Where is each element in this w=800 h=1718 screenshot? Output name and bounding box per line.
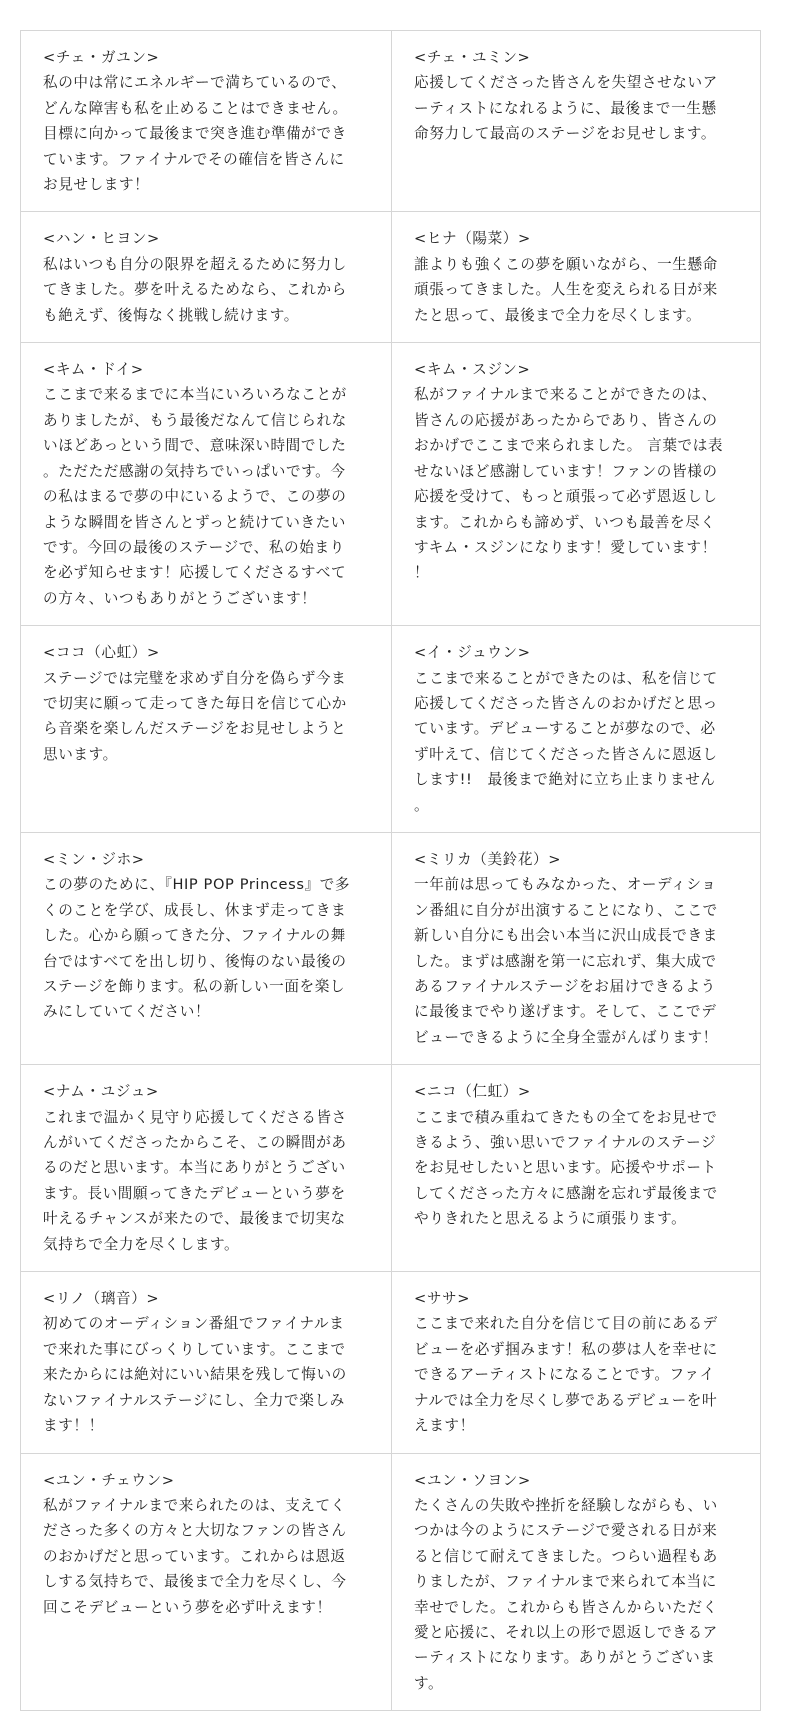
member-name: <ユン・ソヨン> bbox=[414, 1471, 531, 1489]
member-message: ステージでは完璧を求めず自分を偽らず今ま で切実に願って走ってきた毎日を信じて心か ら音楽を楽しんだステージをお見せしようと 思います。 bbox=[43, 669, 347, 763]
member-name: <ナム・ユジュ> bbox=[43, 1083, 159, 1101]
message-cell bbox=[392, 1272, 761, 1453]
table-row bbox=[21, 343, 761, 626]
table-row bbox=[21, 1065, 761, 1272]
message-cell bbox=[21, 212, 392, 343]
member-name: <キム・スジン> bbox=[414, 361, 531, 379]
member-name: <ミリカ（美鈴花）> bbox=[414, 850, 562, 868]
message-cell bbox=[392, 212, 761, 343]
member-name: <リノ（璃音）> bbox=[43, 1290, 160, 1308]
member-message: ここまで来るまでに本当にいろいろなことが ありましたが、もう最後だなんて信じられな いほどあっという間で、意味深い時間でした 。ただただ感謝の気持ちでいっぱいです。今 の私はまるで夢の中にいるようで、この夢の ような瞬間を皆さんとずっと続けていきたい です。今回の最後のステージで、私の始まり を必ず知らせます！応援してくださるすべて の方々、いつもありがとうございます！ bbox=[43, 386, 347, 607]
member-message: 一年前は思ってもみなかった、オーディショ ン番組に自分が出演することになり、ここで 新しい自分にも出会い本当に沢山成長できま した。まずは感謝を第一に忘れず、集大成で あるファイナルステージをお届けできるよう に最後までやり遂げます。そして、ここでデ ビューできるように全身全霊がんばります！ bbox=[414, 876, 718, 1046]
table-row bbox=[21, 31, 761, 212]
message-cell bbox=[21, 343, 392, 626]
member-message: 私がファイナルまで来ることができたのは、 皆さんの応援があったからであり、皆さんの おかげでここまで来られました。 言葉では表 せないほど感謝しています！ファンの皆様の 応援を受けて、もっと頑張って必ず恩返しし ます。これからも諦めず、いつも最善を尽く すキム・スジンになります！愛しています！ ！ bbox=[414, 386, 724, 582]
member-name: <チェ・ユミン> bbox=[414, 49, 531, 66]
member-name: <イ・ジュウン> bbox=[414, 644, 531, 662]
message-cell bbox=[21, 1453, 392, 1711]
message-cell bbox=[392, 343, 761, 626]
member-name: <チェ・ガユン> bbox=[43, 49, 160, 66]
message-cell bbox=[21, 626, 392, 833]
table-row bbox=[21, 1272, 761, 1453]
message-cell bbox=[392, 31, 761, 212]
member-name: <ヒナ（陽菜）> bbox=[414, 230, 531, 248]
table-row bbox=[21, 212, 761, 343]
member-message: 私の中は常にエネルギーで満ちているので、 どんな障害も私を止めることはできません。 目標に向かって最後まで突き進む準備ができ ています。ファイナルでその確信を皆さんに お見せします！ bbox=[43, 74, 348, 194]
message-cell bbox=[21, 1272, 392, 1453]
message-cell bbox=[21, 1065, 392, 1272]
member-message: 私はいつも自分の限界を超えるために努力し てきました。夢を叶えるためなら、これから も絶えず、後悔なく挑戦し続けます。 bbox=[43, 255, 347, 324]
member-message: この夢のために、『HIP POP Princess』で多 くのことを学び、成長し、休まず走ってきま した。心から願ってきた分、ファイナルの舞 台ではすべてを出し切り、後悔のない最後の ステージを飾ります。私の新しい一面を楽し みにしていてください！ bbox=[43, 876, 351, 1021]
member-message: ここまで積み重ねてきたもの全てをお見せで きるよう、強い思いでファイナルのステージ をお見せしたいと思います。応援やサポート してくださった方々に感謝を忘れず最後まで やりきれたと思えるように頑張ります。 bbox=[414, 1108, 718, 1228]
message-cell bbox=[392, 832, 761, 1064]
member-message: 応援してくださった皆さんを失望させないア ーティストになれるように、最後まで一生懸 命努力して最高のステージをお見せします。 bbox=[414, 74, 718, 143]
member-message: ここまで来れた自分を信じて目の前にあるデ ビューを必ず掴みます！私の夢は人を幸せに できるアーティストになることです。ファイ ナルでは全力を尽くし夢であるデビューを叶 えます！ bbox=[414, 1315, 718, 1435]
message-cell bbox=[392, 626, 761, 833]
message-table bbox=[20, 30, 761, 1711]
member-name: <ササ> bbox=[414, 1290, 471, 1308]
message-cell bbox=[392, 1065, 761, 1272]
member-name: <キム・ドイ> bbox=[43, 361, 144, 379]
member-name: <ハン・ヒヨン> bbox=[43, 230, 160, 248]
member-message: 誰よりも強くこの夢を願いながら、一生懸命 頑張ってきました。人生を変えられる日が来 たと思って、最後まで全力を尽くします。 bbox=[414, 255, 718, 324]
table-row bbox=[21, 1453, 761, 1711]
member-message: 初めてのオーディション番組でファイナルま で来れた事にびっくりしています。ここまで 来たからには絶対にいい結果を残して悔いの ないファイナルステージにし、全力で楽しみ ます！！ bbox=[43, 1315, 347, 1435]
member-name: <ココ（心虹）> bbox=[43, 644, 160, 662]
message-cell bbox=[392, 1453, 761, 1711]
member-message: 私がファイナルまで来られたのは、支えてく ださった多くの方々と大切なファンの皆さん のおかげだと思っています。これからは恩返 しする気持ちで、最後まで全力を尽くし、今 回こそデビューという夢を必ず叶えます！ bbox=[43, 1496, 347, 1616]
message-cell bbox=[21, 31, 392, 212]
member-name: <ニコ（仁虹）> bbox=[414, 1083, 531, 1101]
member-name: <ミン・ジホ> bbox=[43, 850, 145, 868]
message-cell bbox=[21, 832, 392, 1064]
table-row bbox=[21, 626, 761, 833]
table-row bbox=[21, 832, 761, 1064]
member-message: たくさんの失敗や挫折を経験しながらも、い つかは今のようにステージで愛される日が来 ると信じて耐えてきました。つらい過程もあ りましたが、ファイナルまで来られて本当に 幸せでした。これからも皆さんからいただく 愛と応援に、それ以上の形で恩返しできるア ーティストになります。ありがとうございま す。 bbox=[414, 1496, 718, 1692]
member-name: <ユン・チェウン> bbox=[43, 1471, 175, 1489]
member-message: ここまで来ることができたのは、私を信じて 応援してくださった皆さんのおかげだと思っ ています。デビューすることが夢なので、必 ず叶えて、信じてくださった皆さんに恩返し します!! 最後まで絶対に立ち止まりません 。 bbox=[414, 669, 718, 814]
member-message: これまで温かく見守り応援してくださる皆さ んがいてくださったからこそ、この瞬間があ るのだと思います。本当にありがとうござい ます。長い間願ってきたデビューという夢を 叶えるチャンスが来たので、最後まで切実な 気持ちで全力を尽くします。 bbox=[43, 1108, 347, 1253]
